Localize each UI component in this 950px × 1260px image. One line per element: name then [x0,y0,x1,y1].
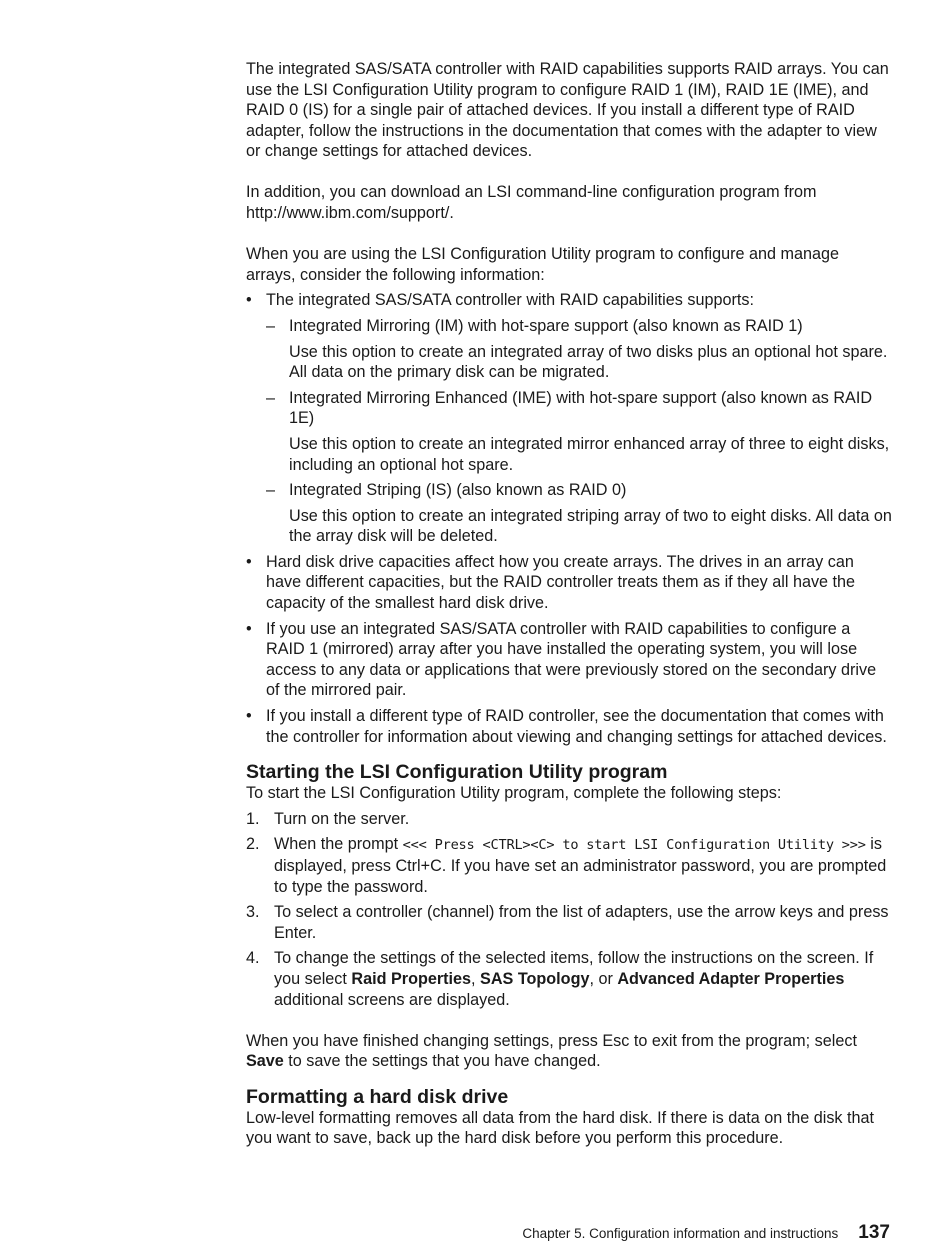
list-item [266,316,892,383]
step-text: Turn on the server. [274,809,410,828]
section-intro: To start the LSI Configuration Utility program, complete the following steps: [246,784,782,803]
consideration-list [246,290,892,747]
raid-type-description: Use this option to create an integrated striping array of two to eight disks. All data on the array disk will be deleted. [289,506,892,546]
raid-type-title: Integrated Mirroring Enhanced (IME) with hot-spare support (also known as RAID 1E) [289,388,873,428]
step-number: 1. [246,809,260,828]
intro-paragraph-2: In addition, you can download an LSI command-line configuration program from http://www.ibm.com/support/. [246,183,817,223]
finish-text-suffix: to save the settings that you have changed. [283,1052,601,1071]
advanced-adapter-properties-term: Advanced Adapter Properties [617,969,845,988]
list-item-text: The integrated SAS/SATA controller with RAID capabilities supports: [266,291,754,310]
finish-paragraph [246,1031,892,1072]
list-item [246,552,892,614]
finish-text-prefix: When you have finished changing settings, press Esc to exit from the program; select [246,1031,857,1050]
separator: , [471,969,481,988]
intro-paragraph-1: The integrated SAS/SATA controller with RAID capabilities supports RAID arrays. You can use the LSI Configuration Utility program to configure RAID 1 (IM), RAID 1E (IME), and RAID 0 (IS) for a single pair of attached devices. If you install a different type of RAID adapter, follow the instructions in the documentation that comes with the adapter to view or change settings for attached devices. [246,60,889,161]
bullet-marker: • [246,619,252,638]
raid-type-list [266,316,892,547]
page-footer [522,1222,890,1244]
raid-type-title: Integrated Mirroring (IM) with hot-spare support (also known as RAID 1) [289,316,803,335]
bullet-marker: • [246,707,252,726]
bullet-marker: • [246,291,252,310]
step-text: To select a controller (channel) from the list of adapters, use the arrow keys and press Enter. [274,903,889,942]
step-number: 4. [246,949,260,968]
list-item [246,706,892,747]
page-number: 137 [858,1222,890,1243]
dash-marker: – [266,481,276,500]
save-term: Save [246,1052,284,1071]
list-item [246,902,892,943]
list-item [266,388,892,475]
footer-chapter-title: Chapter 5. Configuration information and instructions [522,1226,839,1241]
raid-properties-term: Raid Properties [351,969,472,988]
list-item [266,480,892,547]
sas-topology-term: SAS Topology [480,969,590,988]
list-item-text: If you use an integrated SAS/SATA controller with RAID capabilities to configure a RAID 1 (mirrored) array after you have installed the operating system, you will lose access to any data or applications that were previously stored on the secondary drive of the mirrored pair. [266,619,877,700]
list-item [246,809,892,830]
list-item [246,948,892,1010]
step-text-suffix: is displayed, press Ctrl+C. If you have set an administrator password, you are prompted to type the password. [274,835,887,896]
raid-type-title: Integrated Striping (IS) (also known as RAID 0) [289,481,627,500]
step-list [246,809,892,1010]
raid-type-description: Use this option to create an integrated array of two disks plus an optional hot spare. All data on the primary disk can be migrated. [289,342,888,382]
separator: , or [589,969,618,988]
raid-type-description: Use this option to create an integrated mirror enhanced array of three to eight disks, including an optional hot spare. [289,434,890,474]
list-item [246,834,892,897]
step-number: 3. [246,903,260,922]
intro-paragraph-3: When you are using the LSI Configuration Utility program to configure and manage arrays, consider the following information: [246,245,839,284]
step-text-prefix: To change the settings of the selected items, follow the instructions on the screen. If you select [274,949,874,988]
prompt-code: <<< Press <CTRL><C> to start LSI Configuration Utility >>> [402,837,866,854]
dash-marker: – [266,388,276,407]
section-heading-starting-utility: Starting the LSI Configuration Utility program [246,761,668,784]
step-text-suffix: additional screens are displayed. [274,990,510,1009]
list-item [246,619,892,701]
list-item-text: If you install a different type of RAID controller, see the documentation that comes with the controller for information about viewing and changing settings for attached devices. [266,707,887,746]
list-item [246,290,892,547]
bullet-marker: • [246,552,252,571]
step-text-prefix: When the prompt [274,835,403,854]
page-body [246,59,892,1149]
list-item-text: Hard disk drive capacities affect how you create arrays. The drives in an array can have different capacities, but the RAID controller treats them as if they all have the capacity of the smallest hard disk drive. [266,552,856,613]
formatting-paragraph: Low-level formatting removes all data from the hard disk. If there is data on the disk that you want to save, back up the hard disk before you perform this procedure. [246,1108,875,1148]
dash-marker: – [266,316,276,335]
section-heading-formatting: Formatting a hard disk drive [246,1085,509,1108]
step-number: 2. [246,835,260,854]
